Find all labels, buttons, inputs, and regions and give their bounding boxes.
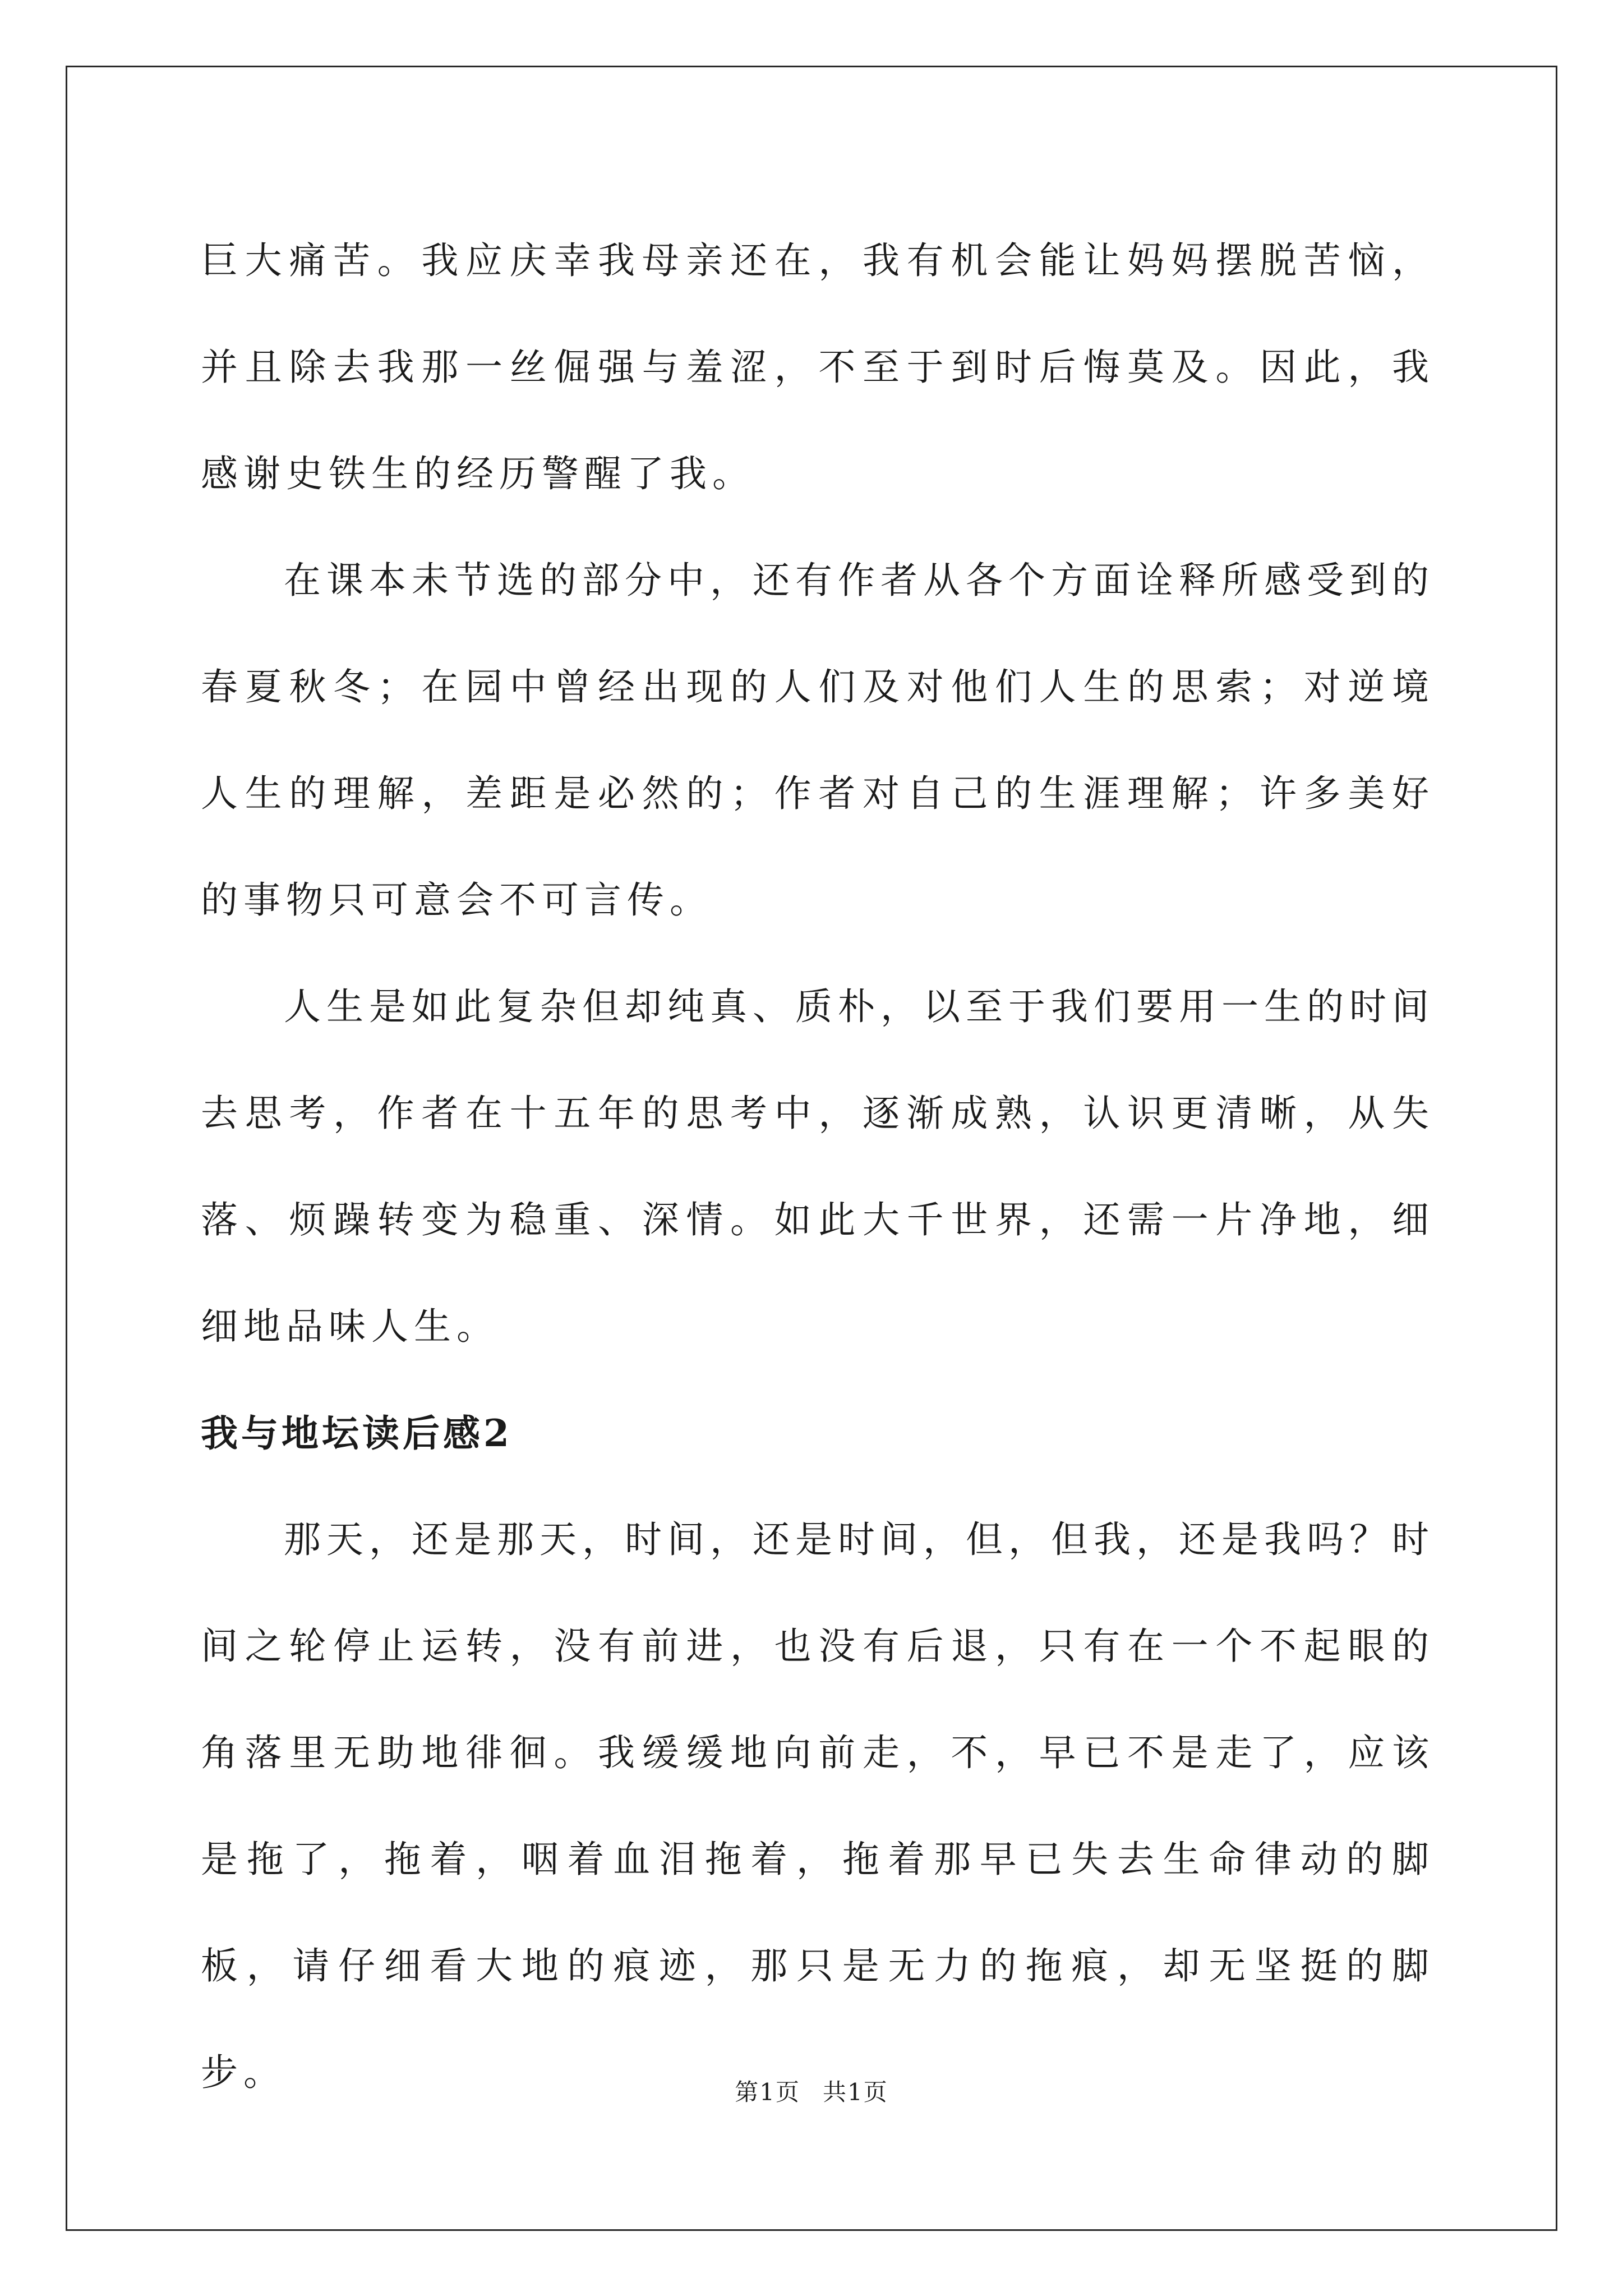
page-number: 第1页 [735,2078,800,2106]
paragraph-4: 那天，还是那天，时间，还是时间，但，但我，还是我吗？时间之轮停止运转，没有前进，也没有后退，只有在一个不起眼的角落里无助地徘徊。我缓缓地向前走，不，早已不是走了，应该是拖了，拖着，咽着血泪拖着，拖着那早已失去生命律动的脚板，请仔细看大地的痕迹，那只是无力的拖痕，却无坚挺的脚步。 [201,1518,1435,2094]
document-body [201,208,1435,2126]
page-total: 共1页 [823,2078,888,2106]
page-footer [0,2076,1623,2109]
paragraph-3: 人生是如此复杂但却纯真、质朴，以至于我们要用一生的时间去思考，作者在十五年的思考中，逐渐成熟，认识更清晰，从失落、烦躁转变为稳重、深情。如此大千世界，还需一片净地，细细地品味人生。 [201,985,1435,1348]
paragraph-1: 巨大痛苦。我应庆幸我母亲还在，我有机会能让妈妈摆脱苦恼，并且除去我那一丝倔强与羞涩，不至于到时后悔莫及。因此，我感谢史铁生的经历警醒了我。 [201,239,1435,495]
paragraph-2: 在课本未节选的部分中，还有作者从各个方面诠释所感受到的春夏秋冬；在园中曾经出现的人们及对他们人生的思索；对逆境人生的理解，差距是必然的；作者对自己的生涯理解；许多美好的事物只可意会不可言传。 [201,559,1435,922]
section-heading: 我与地坛读后感2 [201,1411,513,1455]
